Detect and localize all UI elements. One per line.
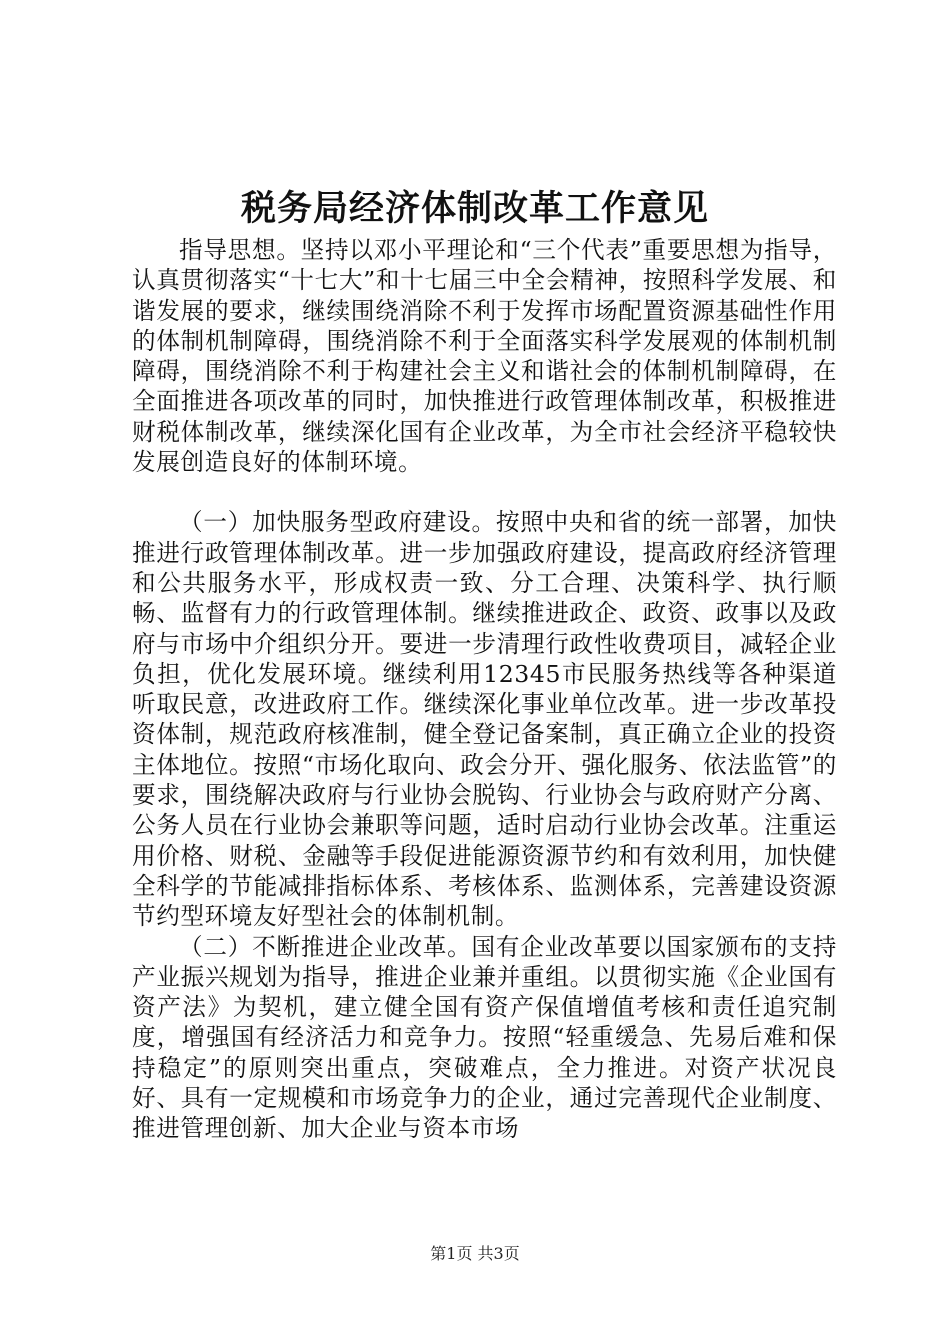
document-body bbox=[132, 235, 837, 1144]
document-title: 税务局经济体制改革工作意见 bbox=[240, 188, 709, 229]
paragraph-service-government: （一）加快服务型政府建设。按照中央和省的统一部署，加快推进行政管理体制改革。进一步加强政府建设，提高政府经济管理和公共服务水平，形成权责一致、分工合理、决策科学、执行顺畅、监督有力的行政管理体制。继续推进政企、政资、政事以及政府与市场中介组织分开。要进一步清理行政性收费项目，减轻企业负担，优化发展环境。继续利用12345市民服务热线等各种渠道听取民意，改进政府工作。继续深化事业单位改革。进一步改革投资体制，规范政府核准制，健全登记备案制，真正确立企业的投资主体地位。按照“市场化取向、政会分开、强化服务、依法监管”的要求，围绕解决政府与行业协会脱钩、行业协会与政府财产分离、公务人员在行业协会兼职等问题，适时启动行业协会改革。注重运用价格、财税、金融等手段促进能源资源节约和有效利用，加快健全科学的节能减排指标体系、考核体系、监测体系，完善建设资源节约型环境友好型社会的体制机制。 bbox=[132, 508, 837, 931]
paragraph-enterprise-reform: （二）不断推进企业改革。国有企业改革要以国家颁布的支持产业振兴规划为指导，推进企业兼并重组。以贯彻实施《企业国有资产法》为契机，建立健全国有资产保值增值考核和责任追究制度，增强国有经济活力和竞争力。按照“轻重缓急、先易后难和保持稳定”的原则突出重点，突破难点，全力推进。对资产状况良好、具有一定规模和市场竞争力的企业，通过完善现代企业制度、推进管理创新、加大企业与资本市场 bbox=[132, 932, 837, 1143]
page-number-footer: 第1页 共3页 bbox=[430, 1244, 520, 1263]
paragraph-guiding-ideology: 指导思想。坚持以邓小平理论和“三个代表”重要思想为指导，认真贯彻落实“十七大”和十七届三中全会精神，按照科学发展、和谐发展的要求，继续围绕消除不利于发挥市场配置资源基础性作用的体制机制障碍，围绕消除不利于全面落实科学发展观的体制机制障碍，围绕消除不利于构建社会主义和谐社会的体制机制障碍，在全面推进各项改革的同时，加快推进行政管理体制改革，积极推进财税体制改革，继续深化国有企业改革，为全市社会经济平稳较快发展创造良好的体制环境。 bbox=[132, 236, 837, 477]
